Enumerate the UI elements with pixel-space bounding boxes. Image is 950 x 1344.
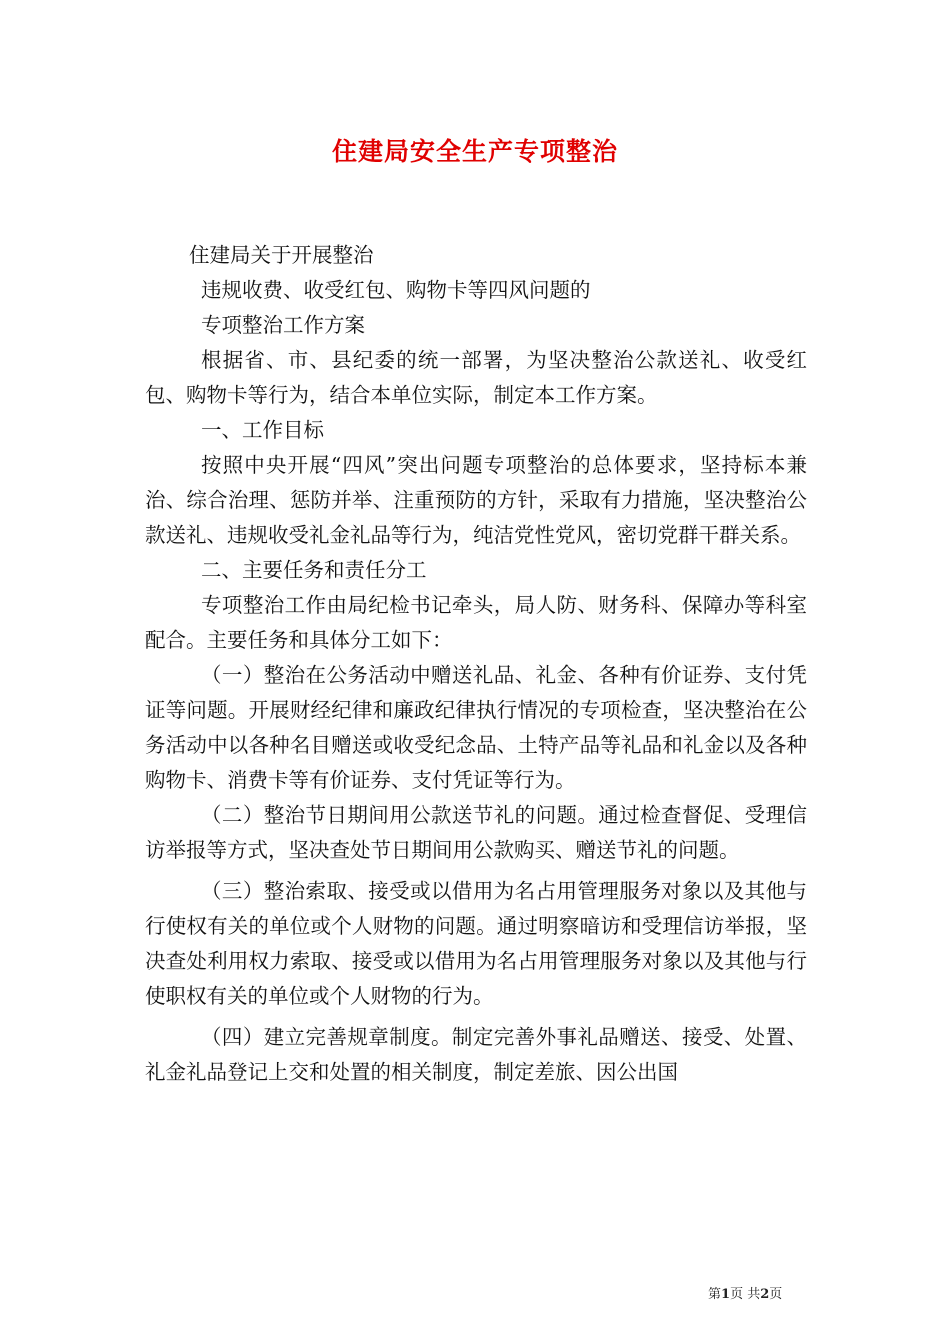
- paragraph-intro: 根据省、市、县纪委的统一部署，为坚决整治公款送礼、收受红包、购物卡等行为，结合本单位实际，制定本工作方案。: [145, 348, 807, 407]
- paragraph-heading-1: 住建局关于开展整治: [189, 243, 374, 267]
- footer-total-pages: 2: [760, 1287, 770, 1302]
- paragraph-goals: 按照中央开展“四风”突出问题专项整治的总体要求，坚持标本兼治、综合治理、惩防并举、注重预防的方针，采取有力措施，坚决整治公款送礼、违规收受礼金礼品等行为，纯洁党性党风，密切党群干群关系。: [145, 453, 807, 547]
- page-footer: [708, 1283, 782, 1302]
- paragraph-task-4: （四）建立完善规章制度。制定完善外事礼品赠送、接受、处置、礼金礼品登记上交和处置的相关制度，制定差旅、因公出国: [145, 1025, 807, 1084]
- paragraph-task-3: （三）整治索取、接受或以借用为名占用管理服务对象以及其他与行使权有关的单位或个人财物的问题。通过明察暗访和受理信访举报，坚决查处利用权力索取、接受或以借用为名占用管理服务对象以及其他与行使职权有关的单位或个人财物的行为。: [145, 879, 807, 1008]
- paragraph-heading-3: 专项整治工作方案: [201, 313, 365, 337]
- paragraph-tasks: 专项整治工作由局纪检书记牵头，局人防、财务科、保障办等科室配合。主要任务和具体分工如下：: [145, 593, 807, 652]
- paragraph-heading-2: 违规收费、收受红包、购物卡等四风问题的: [201, 278, 591, 302]
- footer-middle: 页 共: [730, 1287, 761, 1302]
- paragraph-task-1: （一）整治在公务活动中赠送礼品、礼金、各种有价证券、支付凭证等问题。开展财经纪律和廉政纪律执行情况的专项检查，坚决整治在公务活动中以各种名目赠送或收受纪念品、土特产品等礼品和礼金以及各种购物卡、消费卡等有价证券、支付凭证等行为。: [145, 663, 807, 792]
- section-heading-goals: 一、工作目标: [201, 418, 324, 442]
- paragraph-task-2: （二）整治节日期间用公款送节礼的问题。通过检查督促、受理信访举报等方式，坚决查处节日期间用公款购买、赠送节礼的问题。: [145, 803, 807, 862]
- document-body: [145, 238, 807, 1090]
- footer-prefix: 第: [708, 1287, 722, 1302]
- document-title: 住建局安全生产专项整治: [331, 137, 618, 166]
- footer-page-number: 1: [721, 1287, 731, 1302]
- section-heading-tasks: 二、主要任务和责任分工: [201, 558, 427, 582]
- footer-suffix: 页: [769, 1287, 783, 1302]
